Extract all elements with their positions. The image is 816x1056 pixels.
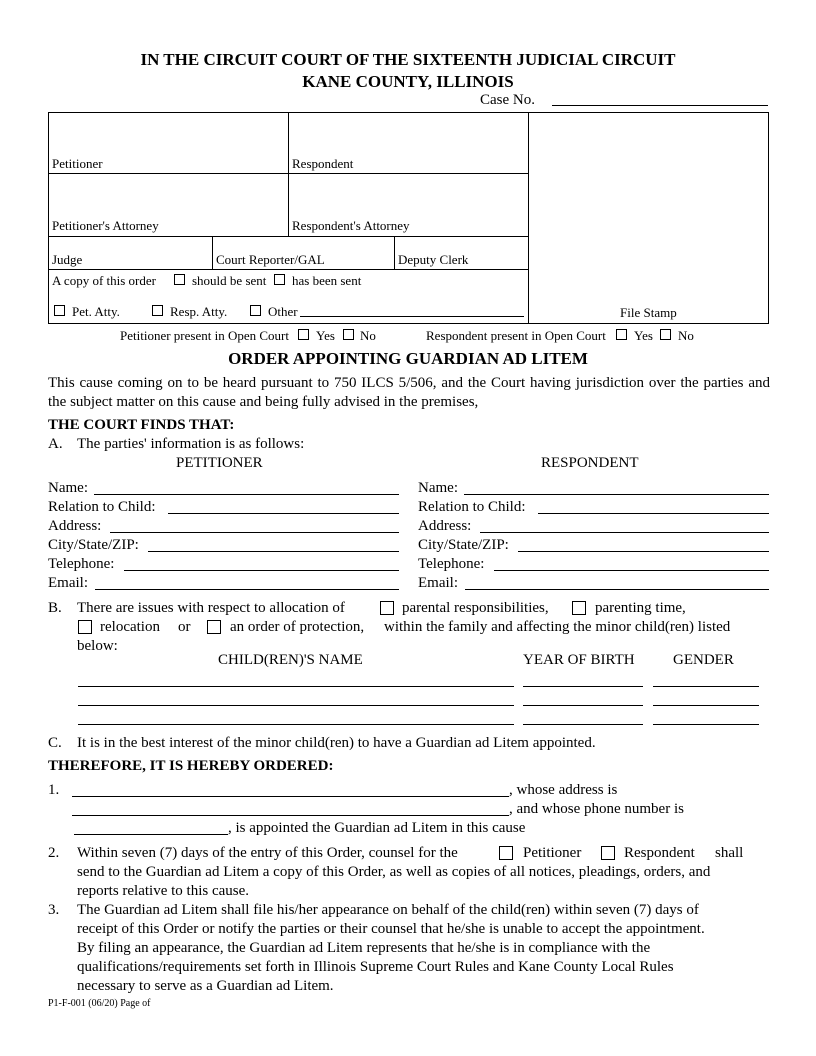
finding-a-letter: A. [48, 436, 63, 452]
respondent-field[interactable] [290, 114, 526, 154]
pet-relation-field[interactable] [168, 513, 399, 514]
respondent-present-yes-label: Yes [634, 328, 653, 343]
petitioner-present-no-label: No [360, 328, 376, 343]
order-2-text3: reports relative to this cause. [77, 883, 250, 899]
child-year-field-1[interactable] [523, 686, 643, 687]
other-checkbox[interactable] [250, 305, 261, 316]
resp-atty-label: Resp. Atty. [170, 304, 228, 319]
petitioner-present-no-checkbox[interactable] [343, 329, 354, 340]
resp-address-label: Address: [418, 518, 472, 534]
deputy-clerk-label: Deputy Clerk [398, 252, 469, 267]
intro-paragraph: This cause coming on to be heard pursuant to 750 ILCS 5/506, and the Court having jurisdiction over the parties and the subject matter on this cause and being fully advised in the premises, [48, 375, 770, 410]
resp-name-label: Name: [418, 480, 458, 496]
resp-relation-field[interactable] [538, 513, 769, 514]
petitioner-present-yes-label: Yes [316, 328, 335, 343]
respondent-present-label: Respondent present in Open Court [426, 328, 606, 343]
resp-name-field[interactable] [464, 494, 769, 495]
counsel-petitioner-checkbox[interactable] [499, 846, 513, 860]
court-reporter-label: Court Reporter/GAL [216, 252, 325, 267]
case-no-field[interactable] [552, 105, 768, 106]
parenting-time-label: parenting time, [595, 600, 686, 616]
gal-phone-field[interactable] [74, 834, 228, 835]
relocation-checkbox[interactable] [78, 620, 92, 634]
relocation-label: relocation [100, 619, 160, 635]
child-year-field-3[interactable] [523, 724, 643, 725]
order-3-line-1: The Guardian ad Litem shall file his/her appearance on behalf of the child(ren) within seven (7) days of [77, 902, 699, 918]
pet-relation-label: Relation to Child: [48, 499, 156, 515]
should-be-sent-checkbox[interactable] [174, 274, 185, 285]
finding-c-letter: C. [48, 735, 62, 751]
child-name-heading: CHILD(REN)'S NAME [218, 652, 363, 668]
petitioner-heading: PETITIONER [176, 455, 263, 471]
order-of-protection-checkbox[interactable] [207, 620, 221, 634]
finding-a-text: The parties' information is as follows: [77, 436, 305, 452]
pet-email-label: Email: [48, 575, 88, 591]
resp-city-label: City/State/ZIP: [418, 537, 509, 553]
child-name-field-3[interactable] [78, 724, 514, 725]
pet-telephone-field[interactable] [124, 570, 399, 571]
has-been-sent-label: has been sent [292, 273, 362, 288]
pet-name-label: Name: [48, 480, 88, 496]
respondent-present-no-label: No [678, 328, 694, 343]
child-name-field-1[interactable] [78, 686, 514, 687]
order-3-num: 3. [48, 902, 60, 918]
respondent-attorney-field[interactable] [290, 176, 526, 216]
shall-text: shall [715, 845, 744, 861]
order-1-num: 1. [48, 782, 60, 798]
ordered-heading: THEREFORE, IT IS HEREBY ORDERED: [48, 758, 334, 774]
finding-b-text2: within the family and affecting the minor child(ren) listed [384, 619, 731, 635]
resp-atty-checkbox[interactable] [152, 305, 163, 316]
order-3-line-3: By filing an appearance, the Guardian ad Litem represents that he/she is in compliance with the [77, 940, 651, 956]
gal-name-field[interactable] [72, 796, 509, 797]
pet-telephone-label: Telephone: [48, 556, 115, 572]
parental-responsibilities-checkbox[interactable] [380, 601, 394, 615]
phone-text: , and whose phone number is [509, 801, 684, 817]
pet-atty-checkbox[interactable] [54, 305, 65, 316]
respondent-label: Respondent [292, 156, 354, 171]
petitioner-field[interactable] [50, 114, 286, 154]
child-name-field-2[interactable] [78, 705, 514, 706]
finding-b-text3: below: [77, 638, 118, 654]
pet-address-field[interactable] [110, 532, 399, 533]
child-gender-field-1[interactable] [653, 686, 759, 687]
child-gender-field-3[interactable] [653, 724, 759, 725]
resp-address-field[interactable] [480, 532, 769, 533]
whose-address-text: , whose address is [509, 782, 618, 798]
respondent-attorney-label: Respondent's Attorney [292, 218, 410, 233]
finding-b-letter: B. [48, 600, 62, 616]
petitioner-present-yes-checkbox[interactable] [298, 329, 309, 340]
petitioner-label: Petitioner [52, 156, 103, 171]
pet-email-field[interactable] [95, 589, 399, 590]
county-name: KANE COUNTY, ILLINOIS [302, 72, 514, 91]
file-stamp-label: File Stamp [620, 305, 677, 320]
finding-b-text1: There are issues with respect to allocation of [77, 600, 345, 616]
resp-email-field[interactable] [465, 589, 769, 590]
gal-address-field[interactable] [72, 815, 509, 816]
pet-city-field[interactable] [148, 551, 399, 552]
petitioner-attorney-label: Petitioner's Attorney [52, 218, 159, 233]
order-2-text1: Within seven (7) days of the entry of this Order, counsel for the [77, 845, 458, 861]
order-3-line-2: receipt of this Order or notify the parties or their counsel that he/she is unable to accept the appointment. [77, 921, 705, 937]
counsel-respondent-checkbox[interactable] [601, 846, 615, 860]
other-field[interactable] [300, 316, 524, 317]
order-of-protection-label: an order of protection, [230, 619, 365, 635]
counsel-respondent-label: Respondent [624, 845, 695, 861]
respondent-present-no-checkbox[interactable] [660, 329, 671, 340]
appointed-text: , is appointed the Guardian ad Litem in this cause [228, 820, 526, 836]
parenting-time-checkbox[interactable] [572, 601, 586, 615]
has-been-sent-checkbox[interactable] [274, 274, 285, 285]
order-title: ORDER APPOINTING GUARDIAN AD LITEM [228, 349, 588, 368]
respondent-present-yes-checkbox[interactable] [616, 329, 627, 340]
order-3-line-4: qualifications/requirements set forth in Illinois Supreme Court Rules and Kane County Local Rules [77, 959, 674, 975]
finding-c-text: It is in the best interest of the minor child(ren) to have a Guardian ad Litem appointed. [77, 735, 596, 751]
year-of-birth-heading: YEAR OF BIRTH [523, 652, 635, 668]
resp-telephone-field[interactable] [494, 570, 769, 571]
petitioner-present-label: Petitioner present in Open Court [120, 328, 289, 343]
parental-responsibilities-label: parental responsibilities, [402, 600, 549, 616]
pet-name-field[interactable] [94, 494, 399, 495]
court-name: IN THE CIRCUIT COURT OF THE SIXTEENTH JUDICIAL CIRCUIT [140, 50, 676, 69]
judge-label: Judge [52, 252, 83, 267]
resp-relation-label: Relation to Child: [418, 499, 526, 515]
findings-heading: THE COURT FINDS THAT: [48, 417, 235, 433]
resp-telephone-label: Telephone: [418, 556, 485, 572]
order-2-num: 2. [48, 845, 60, 861]
other-label: Other [268, 304, 298, 319]
counsel-petitioner-label: Petitioner [523, 845, 582, 861]
copy-label: A copy of this order [52, 273, 156, 288]
should-be-sent-label: should be sent [192, 273, 267, 288]
case-no-label: Case No. [480, 92, 535, 108]
pet-city-label: City/State/ZIP: [48, 537, 139, 553]
file-stamp-area [532, 114, 766, 304]
respondent-heading: RESPONDENT [541, 455, 639, 471]
gender-heading: GENDER [673, 652, 734, 668]
resp-email-label: Email: [418, 575, 458, 591]
petitioner-attorney-field[interactable] [50, 176, 286, 216]
child-year-field-2[interactable] [523, 705, 643, 706]
order-2-text2: send to the Guardian ad Litem a copy of this Order, as well as copies of all notices, pleadings, orders, and [77, 864, 711, 880]
form-footer: P1-F-001 (06/20) Page of [48, 998, 151, 1009]
pet-address-label: Address: [48, 518, 102, 534]
or-text: or [178, 619, 191, 635]
child-gender-field-2[interactable] [653, 705, 759, 706]
pet-atty-label: Pet. Atty. [72, 304, 120, 319]
resp-city-field[interactable] [518, 551, 769, 552]
order-3-line-5: necessary to serve as a Guardian ad Litem. [77, 978, 334, 994]
